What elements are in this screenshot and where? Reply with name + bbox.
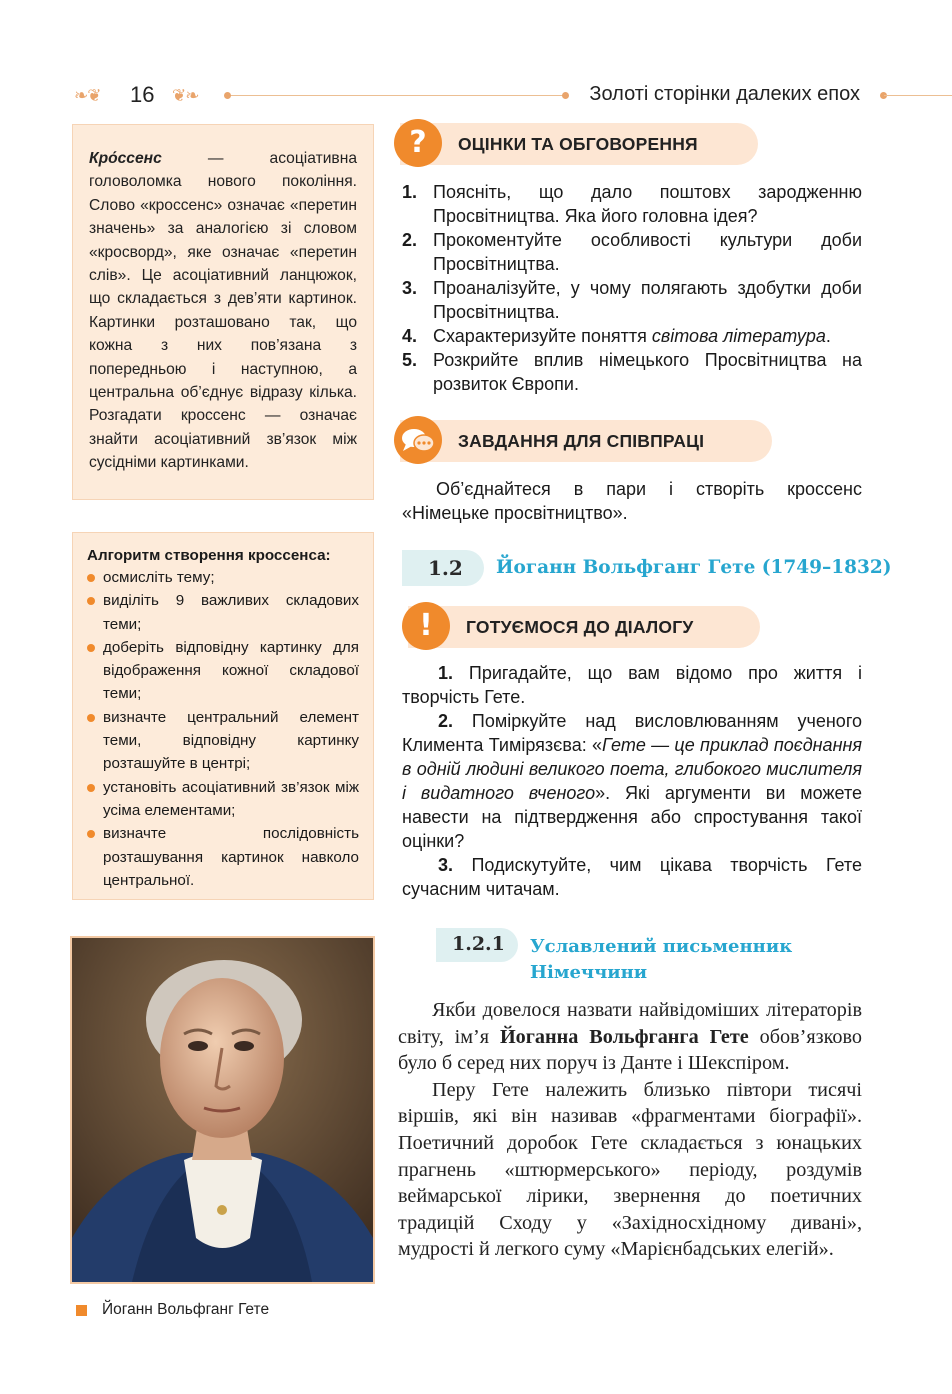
header-rule-left — [228, 95, 566, 96]
section-number: 1.2 — [402, 550, 484, 586]
definition-box — [72, 124, 374, 500]
ornament-left-icon: ❧❦ — [74, 86, 101, 106]
collaboration-title: ЗАВДАННЯ ДЛЯ СПІВПРАЦІ — [458, 431, 705, 451]
algorithm-heading: Алгоритм створення кроссенса: — [87, 547, 331, 564]
subsection-title: Уславлений письменник Німеччини — [530, 936, 793, 983]
question-item: 3. Проаналізуйте, у чому полягають здобутки доби Просвітництва. — [402, 278, 862, 322]
portrait-caption: Йоганн Вольфганг Гете — [102, 1301, 270, 1318]
question-item: 1. Поясніть, що дало поштовх зародженню Просвітництва. Яка його головна ідея? — [402, 182, 862, 226]
algorithm-item: визначте центральний елемент теми, відповідну картинку розташуйте в центрі; — [87, 706, 359, 776]
timiryazev-quote: Гете — це приклад поєднання в одній людині великого поета, глибокого мислителя і видатного вченого — [402, 735, 862, 803]
chat-bubbles-icon — [394, 416, 442, 464]
algorithm-item: осмисліть тему; — [87, 566, 359, 589]
dialogue-title: ГОТУЄМОСЯ ДО ДІАЛОГУ — [466, 617, 694, 637]
algorithm-item: визначте послідовність розташування картинок навколо центральної. — [87, 822, 359, 892]
question-item: 4. Схарактеризуйте поняття світова література. — [402, 326, 831, 346]
page-number: 16 — [130, 82, 155, 107]
running-title: Золоті сторінки далеких епох — [589, 83, 860, 105]
goethe-portrait — [70, 936, 375, 1284]
question-item: 2. Прокоментуйте особливості культури доби Просвітництва. — [402, 230, 862, 274]
algorithm-box — [72, 532, 374, 900]
section-title: Йоганн Вольфганг Гете (1749–1832) — [496, 557, 892, 578]
subsection-number: 1.2.1 — [436, 928, 518, 962]
body-paragraph: Перу Гете належить близько півтори тисячі віршів, які він називав «фрагментами біографії». Поетичний доробок Гете складається з юнацьких прагнень «штюрмерського» періоду, роздумів веймарської лірики, звернення до поетичних традицій Сходу у «Західносхідному дивані», мудрості й легкого суму «Марієнбадських елегій». — [398, 1078, 862, 1261]
collaboration-text: Об’єднайтеся в пари і створіть кроссенс «Німецьке просвітництво». — [402, 479, 862, 523]
definition-text: Кро́ссенс — асоціативна головоломка нового покоління. Слово «кроссенс» означає «перетин значень» за аналогією зі словом «кросворд», яке означає «перетин слів». Це асоціативний ланцюжок, що складається з дев’яти картинок. Картинки розташовано так, що кожна з них пов’язана з попередньою і наступною, а центральна об’єднує відразу кілька. Розгадати кроссенс — означає знайти асоціативний зв’язок між сусідніми картинками. — [89, 150, 357, 472]
dialogue-item: 1. Пригадайте, що вам відомо про життя і творчість Гете. — [402, 663, 862, 707]
header-dot-icon — [562, 92, 569, 99]
dialogue-item: 2. Поміркуйте над висловлюванням ученого Климента Тимірязєва: «Гете — це приклад поєднання в одній людині великого поета, глибокого мислителя і видатного вченого». Які аргументи ви можете навести на підтвердження або спростування такої оцінки? — [402, 711, 862, 851]
evaluation-banner — [400, 123, 758, 165]
dialogue-item: 3. Подискутуйте, чим цікава творчість Гете сучасним читачам. — [402, 855, 862, 899]
evaluation-title: ОЦІНКИ ТА ОБГОВОРЕННЯ — [458, 134, 698, 154]
definition-term: Кро́ссенс — [89, 150, 162, 167]
question-icon: ? — [394, 119, 442, 167]
header-rule-right — [884, 95, 952, 96]
body-text — [398, 997, 862, 1263]
algorithm-item: доберіть відповідну картинку для відображення кожної складової теми; — [87, 636, 359, 706]
term-world-literature: світова література — [651, 326, 826, 346]
dialogue-questions — [402, 661, 862, 901]
evaluation-questions — [402, 180, 862, 396]
chat-icon — [394, 416, 442, 464]
portrait-illustration — [72, 938, 373, 1282]
algorithm-item: установіть асоціативний зв’язок між усіма елементами; — [87, 776, 359, 823]
page-header — [0, 80, 952, 112]
question-item: 5. Розкрийте вплив німецького Просвітництва на розвиток Європи. — [402, 350, 862, 394]
ornament-right-icon: ❦❧ — [172, 86, 199, 106]
caption-marker-icon — [76, 1305, 87, 1316]
header-dot-icon — [224, 92, 231, 99]
exclamation-icon: ! — [402, 602, 450, 650]
algorithm-item: виділіть 9 важливих складових теми; — [87, 589, 359, 636]
goethe-full-name: Йоганна Вольфганга Гете — [499, 1025, 749, 1048]
dialogue-banner — [408, 606, 760, 648]
collaboration-banner — [400, 420, 772, 462]
body-paragraph: Якби довелося назвати найвідоміших літераторів світу, ім’я Йоганна Вольфганга Гете обов’язково було б серед них поруч із Данте і Шекспіром. — [398, 999, 862, 1075]
